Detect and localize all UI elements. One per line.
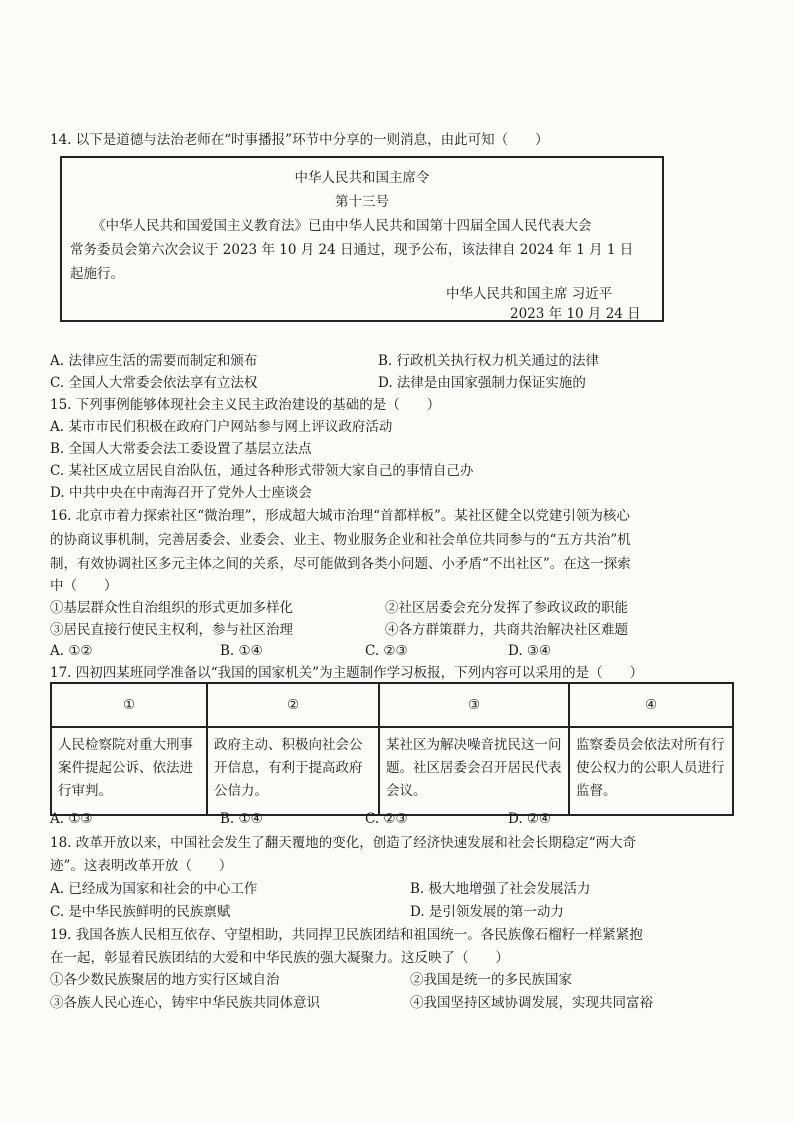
q18-stem-2: 迹”。这表明改革开放（ ） [50,858,233,874]
q17-option-d: D. ②④ [508,811,552,827]
q16-stem-4: 中（ ） [50,578,118,594]
q15-stem: 15. 下列事例能够体现社会主义民主政治建设的基础的是（ ） [50,397,441,413]
q19-stem-1: 19. 我国各族人民相互依存、守望相助，共同捍卫民族团结和祖国统一。各民族像石榴籽一样紧紧抱 [50,927,643,943]
q14-option-b: B. 行政机关执行权力机关通过的法律 [378,353,600,369]
q15-option-b: B. 全国人大常委会法工委设置了基层立法点 [50,441,312,457]
q16-statement-1: ①基层群众性自治组织的形式更加多样化 [50,600,293,616]
q17-header-3: ③ [379,683,569,727]
presidential-order-box [60,156,664,322]
q16-stem-2: 的协商议事机制，完善居委会、业委会、业主、物业服务企业和社会单位共同参与的“五方共治”机 [50,532,631,548]
q16-stem-1: 16. 北京市着力探索社区“微治理”，形成超大城市治理“首都样板”。某社区健全以党建引领为核心 [50,508,630,524]
q17-cell-1: 人民检察院对重大刑事案件提起公诉、依法进行审判。 [51,727,207,815]
q15-option-c: C. 某社区成立居民自治队伍，通过各种形式带领大家自己的事情自己办 [50,463,474,479]
q19-stem-2: 在一起，彰显着民族团结的大爱和中华民族的强大凝聚力。这反映了（ ） [50,950,509,966]
q16-stem-3: 制，有效协调社区多元主体之间的关系，尽可能做到各类小问题、小矛盾“不出社区”。在这一探索 [50,556,631,572]
order-number: 第十三号 [335,194,389,210]
order-body-2: 常务委员会第六次会议于 2023 年 10 月 24 日通过，现予公布，该法律自 2024 年 1 月 1 日 [70,242,634,258]
q15-option-d: D. 中共中央在中南海召开了党外人士座谈会 [50,485,312,501]
order-body-3: 起施行。 [70,266,124,282]
q16-statement-2: ②社区居委会充分发挥了参政议政的职能 [385,600,628,616]
q15-option-a: A. 某市市民们积极在政府门户网站参与网上评议政府活动 [50,419,393,435]
q16-option-a: A. ①② [50,643,93,659]
q16-option-c: C. ②③ [365,643,408,659]
order-date: 2023 年 10 月 24 日 [510,306,641,322]
q16-option-b: B. ①④ [220,643,263,659]
q17-option-c: C. ②③ [365,811,408,827]
q16-option-d: D. ③④ [508,643,552,659]
q18-option-b: B. 极大地增强了社会发展活力 [410,881,591,897]
q18-stem-1: 18. 改革开放以来，中国社会发生了翻天覆地的变化，创造了经济快速发展和社会长期稳定“两大奇 [50,835,637,851]
q17-header-2: ② [207,683,379,727]
q17-table [50,682,734,816]
order-body-1: 《中华人民共和国爱国主义教育法》已由中华人民共和国第十四届全国人民代表大会 [92,218,592,234]
q17-option-b: B. ①④ [220,811,263,827]
q17-cell-4: 监察委员会依法对所有行使公权力的公职人员进行监督。 [569,727,733,815]
q17-header-4: ④ [569,683,733,727]
q17-stem: 17. 四初四某班同学准备以“我国的国家机关”为主题制作学习板报，下列内容可以采用的是（ ） [50,665,644,681]
q16-statement-4: ④各方群策群力，共商共治解决社区难题 [385,622,628,638]
q14-option-c: C. 全国人大常委会依法享有立法权 [50,375,258,391]
q17-option-a: A. ①③ [50,811,93,827]
q18-option-a: A. 已经成为国家和社会的中心工作 [50,881,258,897]
order-signer: 中华人民共和国主席 习近平 [446,286,613,302]
q14-option-d: D. 法律是由国家强制力保证实施的 [378,375,586,391]
q19-statement-3: ③各族人民心连心，铸牢中华民族共同体意识 [50,995,320,1011]
q18-option-c: C. 是中华民族鲜明的民族禀赋 [50,904,231,920]
q18-option-d: D. 是引领发展的第一动力 [410,904,564,920]
q19-statement-1: ①各少数民族聚居的地方实行区域自治 [50,972,280,988]
q14-stem: 14. 以下是道德与法治老师在“时事播报”环节中分享的一则消息，由此可知（ ） [50,132,549,148]
q19-statement-2: ②我国是统一的多民族国家 [410,972,572,988]
q19-statement-4: ④我国坚持区域协调发展，实现共同富裕 [410,995,653,1011]
order-title: 中华人民共和国主席令 [294,170,430,186]
q17-cell-2: 政府主动、积极向社会公开信息，有利于提高政府公信力。 [207,727,379,815]
q16-statement-3: ③居民直接行使民主权利，参与社区治理 [50,622,293,638]
q17-header-1: ① [51,683,207,727]
q14-option-a: A. 法律应生活的需要而制定和颁布 [50,353,258,369]
q17-cell-3: 某社区为解决噪音扰民这一问题。社区居委会召开居民代表会议。 [379,727,569,815]
